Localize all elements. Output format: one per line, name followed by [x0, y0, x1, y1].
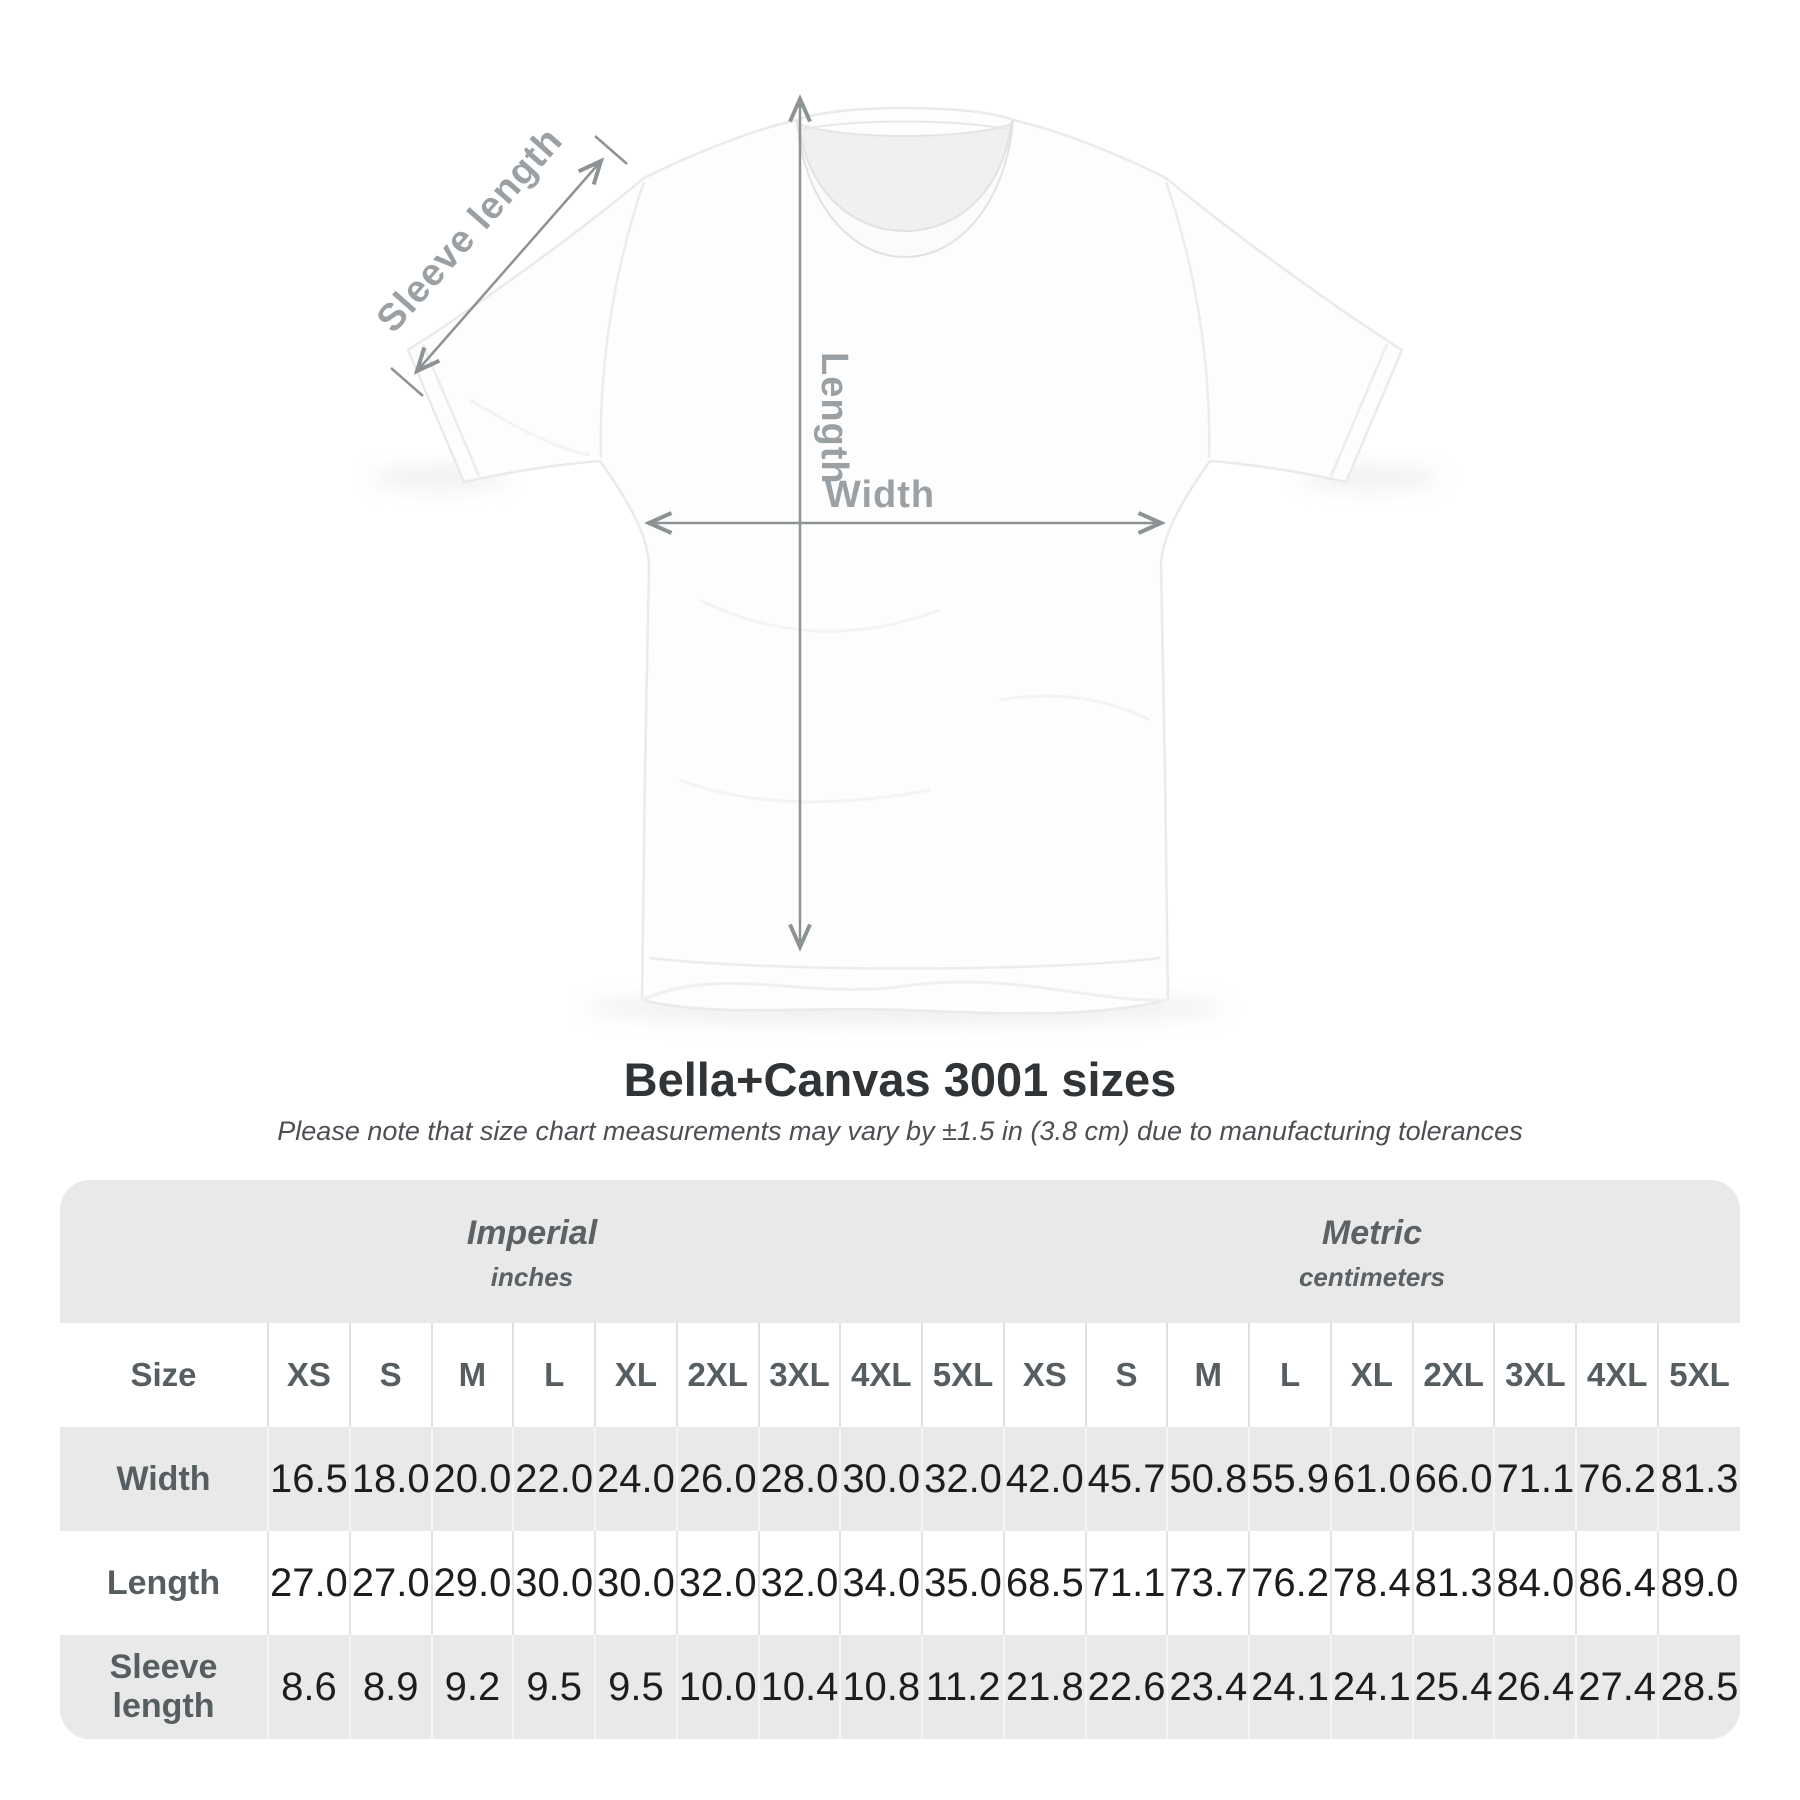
page-title: Bella+Canvas 3001 sizes: [623, 1053, 1177, 1106]
value-metric-sleeve-length-s: 22.6: [1086, 1635, 1168, 1739]
value-metric-length-xs: 68.5: [1004, 1531, 1086, 1635]
value-metric-length-xl: 78.4: [1331, 1531, 1413, 1635]
value-metric-width-xl: 61.0: [1331, 1427, 1413, 1531]
unit-group-row: [60, 1180, 1740, 1323]
unit-group-metric: [1004, 1180, 1740, 1323]
value-metric-sleeve-length-xl: 24.1: [1331, 1635, 1413, 1739]
value-imperial-length-3xl: 32.0: [759, 1531, 841, 1635]
value-imperial-length-2xl: 32.0: [677, 1531, 759, 1635]
value-metric-sleeve-length-4xl: 27.4: [1576, 1635, 1658, 1739]
value-imperial-width-m: 20.0: [432, 1427, 514, 1531]
value-metric-length-5xl: 89.0: [1658, 1531, 1740, 1635]
size-table-container: [60, 1180, 1740, 1739]
imperial-label: Imperial: [466, 1213, 598, 1252]
value-imperial-width-3xl: 28.0: [759, 1427, 841, 1531]
measurement-row-width: [60, 1427, 1740, 1531]
value-imperial-sleeve-length-3xl: 10.4: [759, 1635, 841, 1739]
imperial-units: inches: [490, 1261, 574, 1292]
value-metric-sleeve-length-2xl: 25.4: [1413, 1635, 1495, 1739]
size-header-metric-5xl: 5XL: [1658, 1323, 1740, 1427]
value-imperial-width-4xl: 30.0: [840, 1427, 922, 1531]
size-table: [60, 1180, 1740, 1739]
value-imperial-sleeve-length-m: 9.2: [432, 1635, 514, 1739]
value-metric-length-l: 76.2: [1249, 1531, 1331, 1635]
size-header-imperial-m: M: [432, 1323, 514, 1427]
length-label: Length: [813, 352, 855, 485]
measurement-row-sleeve-length: [60, 1635, 1740, 1739]
size-header-imperial-l: L: [513, 1323, 595, 1427]
value-imperial-length-xl: 30.0: [595, 1531, 677, 1635]
shirt-illustration: [408, 108, 1402, 1013]
value-imperial-width-xs: 16.5: [268, 1427, 350, 1531]
metric-units: centimeters: [1298, 1261, 1445, 1292]
row-label-sleeve-length: Sleeve length: [109, 1648, 218, 1725]
size-header-imperial-4xl: 4XL: [840, 1323, 922, 1427]
size-header-metric-l: L: [1249, 1323, 1331, 1427]
value-imperial-length-5xl: 35.0: [922, 1531, 1004, 1635]
value-imperial-sleeve-length-xl: 9.5: [595, 1635, 677, 1739]
size-header-imperial-2xl: 2XL: [677, 1323, 759, 1427]
unit-group-imperial: [60, 1180, 1004, 1323]
value-metric-width-3xl: 71.1: [1494, 1427, 1576, 1531]
value-imperial-length-xs: 27.0: [268, 1531, 350, 1635]
size-header-imperial-3xl: 3XL: [759, 1323, 841, 1427]
value-metric-length-3xl: 84.0: [1494, 1531, 1576, 1635]
size-header-row: [60, 1323, 1740, 1427]
value-metric-sleeve-length-5xl: 28.5: [1658, 1635, 1740, 1739]
value-metric-length-m: 73.7: [1167, 1531, 1249, 1635]
value-metric-width-l: 55.9: [1249, 1427, 1331, 1531]
value-metric-width-xs: 42.0: [1004, 1427, 1086, 1531]
value-imperial-length-l: 30.0: [513, 1531, 595, 1635]
width-label: Width: [824, 474, 936, 516]
value-imperial-sleeve-length-2xl: 10.0: [677, 1635, 759, 1739]
value-imperial-width-s: 18.0: [350, 1427, 432, 1531]
value-metric-width-2xl: 66.0: [1413, 1427, 1495, 1531]
size-header-metric-2xl: 2XL: [1413, 1323, 1495, 1427]
value-metric-width-s: 45.7: [1086, 1427, 1168, 1531]
value-metric-sleeve-length-xs: 21.8: [1004, 1635, 1086, 1739]
value-metric-sleeve-length-m: 23.4: [1167, 1635, 1249, 1739]
size-header-imperial-s: S: [350, 1323, 432, 1427]
size-header-metric-4xl: 4XL: [1576, 1323, 1658, 1427]
size-header-metric-xs: XS: [1004, 1323, 1086, 1427]
size-table-body: [60, 1427, 1740, 1739]
value-imperial-width-2xl: 26.0: [677, 1427, 759, 1531]
value-metric-length-s: 71.1: [1086, 1531, 1168, 1635]
row-label-width: Width: [116, 1459, 211, 1498]
size-header-metric-3xl: 3XL: [1494, 1323, 1576, 1427]
size-header-imperial-5xl: 5XL: [922, 1323, 1004, 1427]
page-subtitle: Please note that size chart measurements may vary by ±1.5 in (3.8 cm) due to manufacturing tolerances: [277, 1116, 1523, 1146]
metric-label: Metric: [1321, 1213, 1423, 1252]
value-metric-sleeve-length-l: 24.1: [1249, 1635, 1331, 1739]
value-imperial-width-l: 22.0: [513, 1427, 595, 1531]
value-metric-width-m: 50.8: [1167, 1427, 1249, 1531]
value-metric-width-5xl: 81.3: [1658, 1427, 1740, 1531]
value-imperial-sleeve-length-4xl: 10.8: [840, 1635, 922, 1739]
value-imperial-length-s: 27.0: [350, 1531, 432, 1635]
value-metric-length-2xl: 81.3: [1413, 1531, 1495, 1635]
value-metric-length-4xl: 86.4: [1576, 1531, 1658, 1635]
value-imperial-width-5xl: 32.0: [922, 1427, 1004, 1531]
size-header-metric-m: M: [1167, 1323, 1249, 1427]
value-imperial-length-m: 29.0: [432, 1531, 514, 1635]
value-imperial-length-4xl: 34.0: [840, 1531, 922, 1635]
size-corner-cell: Size: [60, 1323, 268, 1427]
value-imperial-sleeve-length-5xl: 11.2: [922, 1635, 1004, 1739]
size-header-imperial-xl: XL: [595, 1323, 677, 1427]
size-header-metric-s: S: [1086, 1323, 1168, 1427]
value-imperial-sleeve-length-l: 9.5: [513, 1635, 595, 1739]
size-table-header: [60, 1180, 1740, 1427]
size-header-imperial-xs: XS: [268, 1323, 350, 1427]
value-imperial-width-xl: 24.0: [595, 1427, 677, 1531]
size-header-metric-xl: XL: [1331, 1323, 1413, 1427]
value-imperial-sleeve-length-s: 8.9: [350, 1635, 432, 1739]
value-metric-width-4xl: 76.2: [1576, 1427, 1658, 1531]
measurement-row-length: [60, 1531, 1740, 1635]
value-metric-sleeve-length-3xl: 26.4: [1494, 1635, 1576, 1739]
value-imperial-sleeve-length-xs: 8.6: [268, 1635, 350, 1739]
row-label-length: Length: [106, 1563, 221, 1602]
sleeve-length-label: Sleeve length: [368, 119, 572, 341]
